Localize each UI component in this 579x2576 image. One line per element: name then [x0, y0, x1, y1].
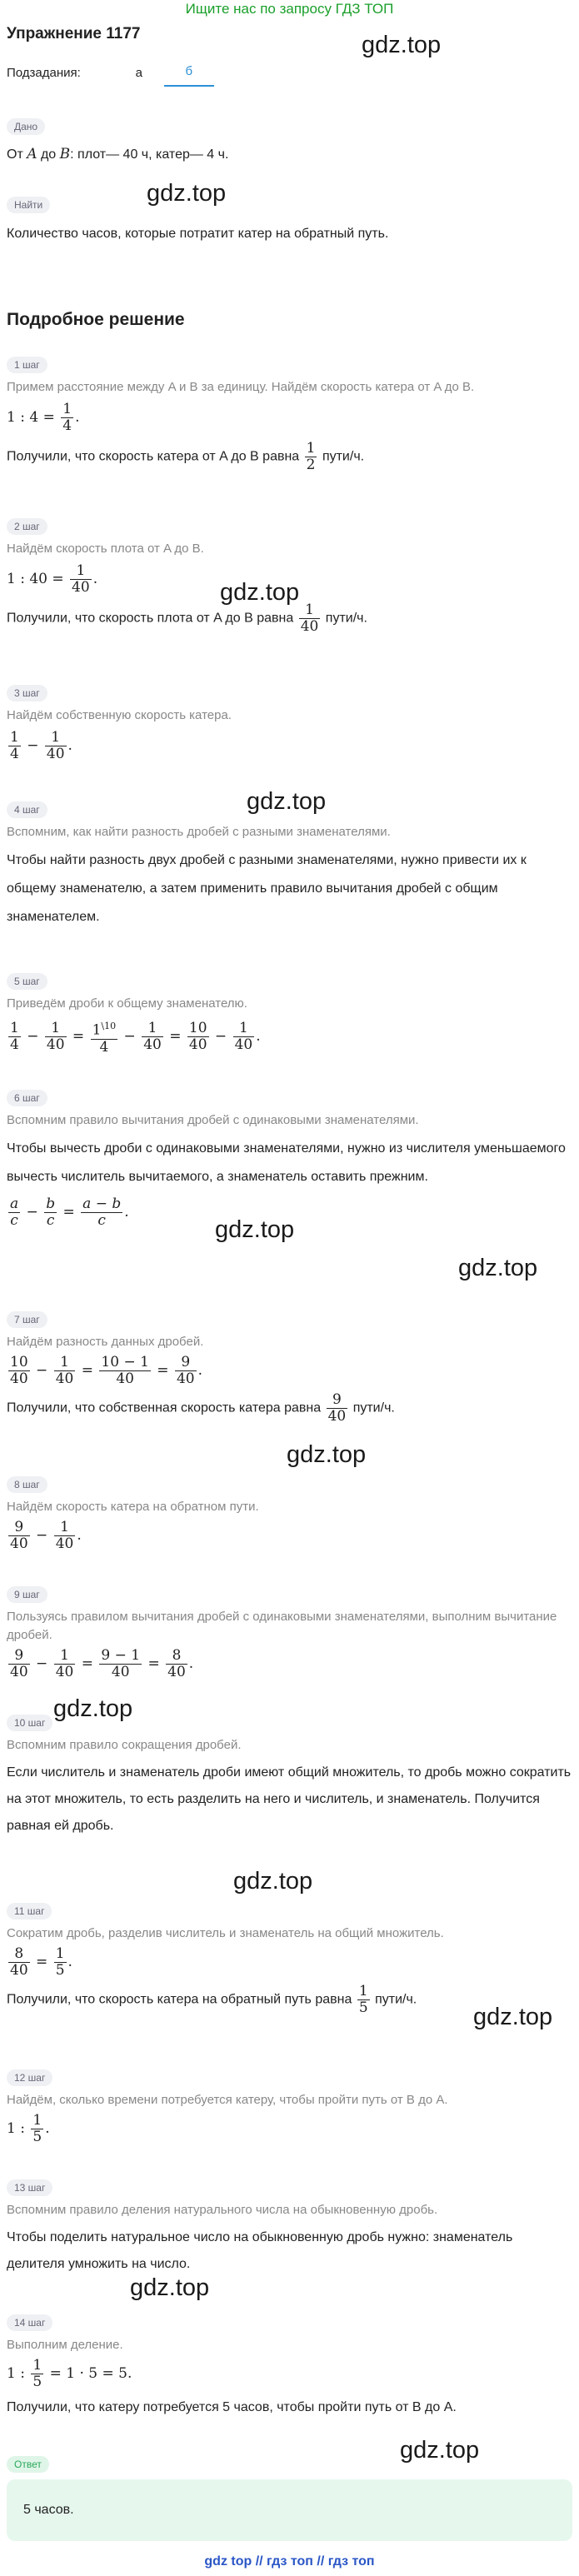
search-banner[interactable]: Ищите нас по запросу ГДЗ ТОП: [185, 1, 394, 17]
find-text: Количество часов, которые потратит катер на обратный путь.: [7, 227, 389, 241]
step-hint: Найдём скорость катера на обратном пути.: [7, 1500, 259, 1514]
step-formula: $\frac{9}{40}$ − $\frac{1}{40}$ = $\frac{9 - 1}{40}$ = $\frac{8}{40}$ .: [10, 1647, 194, 1680]
formula-lhs: 1 : 4 =: [7, 409, 55, 426]
subtasks-bar: [7, 60, 572, 87]
step-formula: $\frac{9}{40}$ − $\frac{1}{40}$ .: [10, 1519, 82, 1552]
step-chip: 6 шаг: [7, 1090, 47, 1106]
fraction: $\frac{1}{40}$: [300, 602, 319, 635]
step-hint: Найдём собственную скорость катера.: [7, 708, 232, 722]
step-chip: 5 шаг: [7, 973, 47, 990]
fraction: $\frac{1}{4}$: [62, 401, 72, 434]
step-hint: Пользуясь правилом вычитания дробей с одинаковыми знаменателями, выполним вычитание дробей.: [7, 1610, 557, 1642]
step-2: [7, 518, 572, 635]
step-11: [7, 1903, 572, 2016]
step-hint: Примем расстояние между A и B за единицу. Найдём скорость катера от A до B.: [7, 380, 475, 394]
step-result: Получили, что скорость катера на обратный путь равна $\frac{1}{5}$ пути/ч.: [7, 1983, 417, 2016]
step-5: [7, 973, 572, 1056]
tab-a[interactable]: а: [135, 66, 142, 80]
step-hint: Выполним деление.: [7, 2338, 123, 2352]
answer-box: [7, 2479, 572, 2541]
step-14: [7, 2314, 572, 2420]
step-chip: 10 шаг: [7, 1715, 52, 1731]
watermark: gdz.top: [287, 1441, 367, 1468]
step-hint: Сократим дробь, разделив числитель и знаменатель на общий множитель.: [7, 1926, 444, 1940]
step-3: [7, 685, 572, 762]
step-chip: 3 шаг: [7, 685, 47, 701]
fraction: $\frac{1}{40}$: [72, 562, 90, 596]
step-hint: Вспомним правило вычитания дробей с одинаковыми знаменателями.: [7, 1113, 419, 1127]
step-hint: Найдём скорость плота от A до B.: [7, 542, 204, 556]
step-hint: Вспомним, как найти разность дробей с разными знаменателями.: [7, 825, 391, 839]
step-chip: 7 шаг: [7, 1311, 47, 1328]
watermark: gdz.top: [458, 1255, 538, 1281]
step-chip: 4 шаг: [7, 801, 47, 818]
given-to: до: [40, 147, 57, 162]
step-chip: 9 шаг: [7, 1586, 47, 1603]
watermark: gdz.top: [220, 579, 300, 606]
step-chip: 13 шаг: [7, 2179, 52, 2196]
watermark: gdz.top: [215, 1216, 295, 1243]
watermark: gdz.top: [473, 2004, 553, 2030]
step-formula: $\frac{8}{40}$ = $\frac{1}{5}$ .: [10, 1945, 72, 1979]
step-chip: 14 шаг: [7, 2314, 52, 2331]
step-text: Чтобы поделить натуральное число на обыкновенную дробь нужно: знаменатель делителя умножить на число.: [7, 2230, 513, 2271]
given-from: От: [7, 147, 23, 162]
step-10: [7, 1715, 572, 1840]
step-chip: 2 шаг: [7, 518, 47, 535]
step-hint: Приведём дроби к общему знаменателю.: [7, 996, 247, 1011]
step-text: Чтобы найти разность двух дробей с разными знаменателями, нужно привести их к общему знаменателю, а затем применить правило вычитания дробей с общим знаменателем.: [7, 853, 527, 924]
step-formula: $\frac{1}{4}$ − $\frac{1}{40}$ = $\frac{1^{\backslash 10}}{4}$ − $\frac{1}{40}$ = $\frac{10}{40}$ − $\frac{1}{40}$ .: [10, 1019, 261, 1056]
step-formula: 1 : $\frac{1}{5}$ .: [7, 2112, 50, 2145]
step-hint: Вспомним правило деления натурального числа на обыкновенную дробь.: [7, 2203, 438, 2217]
step-4: [7, 801, 572, 931]
step-formula: $\frac{10}{40}$ − $\frac{1}{40}$ = $\frac{10 - 1}{40}$ = $\frac{9}{40}$ .: [10, 1354, 203, 1387]
watermark: gdz.top: [53, 1695, 133, 1722]
step-hint: Найдём разность данных дробей.: [7, 1335, 204, 1349]
step-7: [7, 1311, 572, 1425]
step-formula: $\frac{a}{c}$ − $\frac{b}{c}$ = $\frac{a - b}{c}$ .: [10, 1196, 129, 1229]
step-hint: Найдём, сколько времени потребуется катеру, чтобы пройти путь от B до A.: [7, 2093, 448, 2107]
step-result: Получили, что катеру потребуется 5 часов, чтобы пройти путь от B до A.: [7, 2400, 457, 2414]
page-title: Упражнение 1177: [7, 25, 141, 42]
subtasks-label: Подзадания:: [7, 66, 81, 80]
step-chip: 12 шаг: [7, 2069, 52, 2086]
watermark: gdz.top: [247, 788, 327, 815]
answer-text: 5 часов.: [23, 2503, 74, 2517]
step-chip: 8 шаг: [7, 1476, 47, 1493]
step-8: [7, 1476, 572, 1552]
step-9: [7, 1586, 572, 1680]
watermark: gdz.top: [130, 2274, 210, 2301]
given-rest: : плот— 40 ч, катер— 4 ч.: [70, 147, 229, 162]
fraction: $\frac{1}{2}$: [306, 440, 316, 473]
step-chip: 1 шаг: [7, 357, 47, 373]
step-formula: 1 : 4 = $\frac{1}{4}$ .: [7, 401, 80, 434]
step-text: Если числитель и знаменатель дроби имеют общий множитель, то дробь можно сократить на этот множитель, то есть разделить на него и числитель, и знаменатель. Получится равная ей дробь.: [7, 1765, 572, 1833]
step-formula: $\frac{1}{4}$ − $\frac{1}{40}$ .: [10, 729, 72, 762]
solution-heading: Подробное решение: [7, 310, 185, 329]
footer-links[interactable]: gdz top // гдз топ // гдз топ: [204, 2554, 375, 2569]
step-result: Получили, что скорость катера от A до B равна $\frac{1}{2}$ пути/ч.: [7, 440, 365, 473]
step-1: [7, 357, 572, 473]
given-chip: Дано: [7, 118, 45, 135]
find-chip: Найти: [7, 197, 50, 213]
tab-b[interactable]: б: [164, 64, 214, 87]
find-section: [7, 197, 572, 247]
answer-section: [7, 2456, 572, 2541]
step-6: [7, 1090, 572, 1229]
answer-chip: Ответ: [7, 2456, 49, 2473]
step-chip: 11 шаг: [7, 1903, 52, 1920]
step-formula: 1 : 40 = $\frac{1}{40}$ .: [7, 562, 98, 596]
step-formula: 1 : $\frac{1}{5}$ = 1 · 5 = 5.: [7, 2357, 132, 2390]
step-result: Получили, что скорость плота от A до B равна $\frac{1}{40}$ пути/ч.: [7, 602, 367, 635]
step-hint: Вспомним правило сокращения дробей.: [7, 1738, 242, 1752]
step-13: [7, 2179, 572, 2278]
watermark: gdz.top: [233, 1868, 313, 1895]
watermark: gdz.top: [400, 2437, 480, 2464]
given-point-a: A: [27, 146, 37, 162]
step-result: Получили, что собственная скорость катера равна $\frac{9}{40}$ пути/ч.: [7, 1391, 395, 1425]
step-text: Чтобы вычесть дроби с одинаковыми знаменателями, нужно из числителя уменьшаемого вычесть числитель вычитаемого, а знаменатель оставить прежним.: [7, 1141, 566, 1184]
given-point-b: B: [59, 146, 71, 162]
given-text: [7, 142, 572, 167]
given-section: [7, 118, 572, 167]
watermark: gdz.top: [147, 180, 227, 207]
watermark: gdz.top: [362, 32, 442, 58]
step-12: [7, 2069, 572, 2145]
